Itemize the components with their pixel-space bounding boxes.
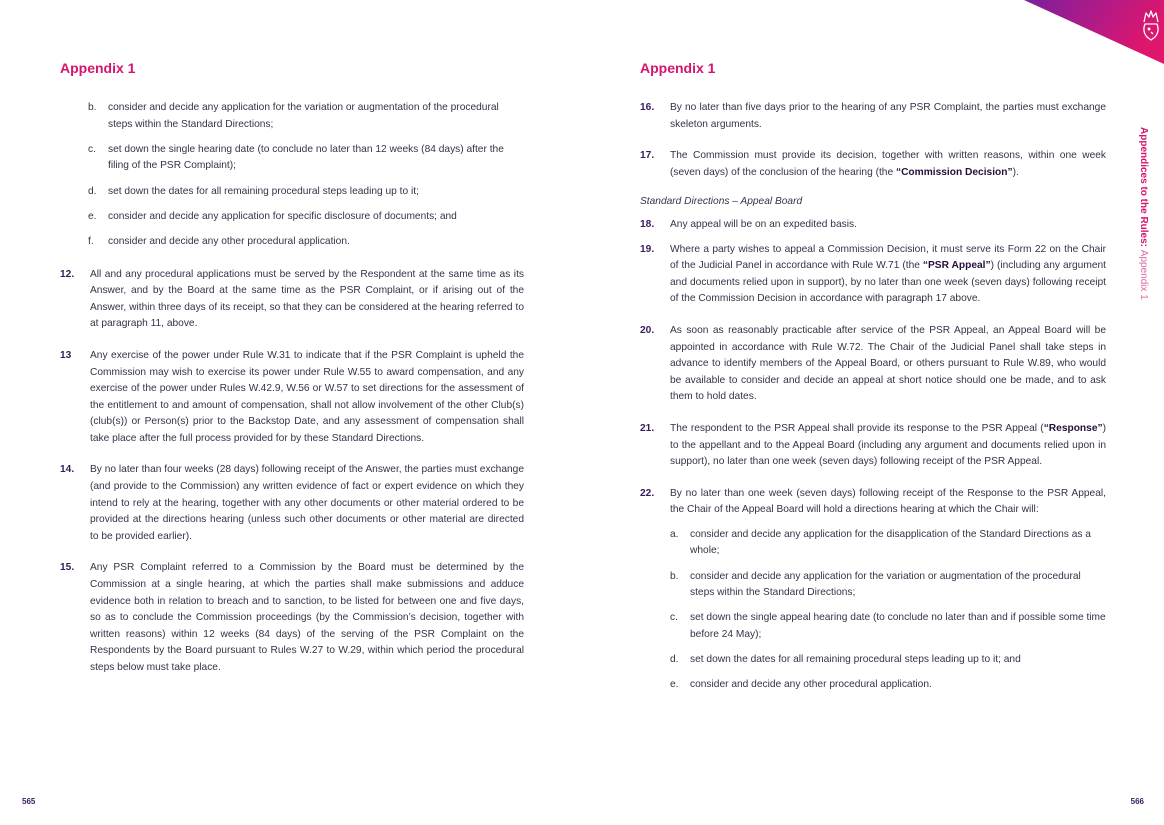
paragraph-text: By no later than four weeks (28 days) following receipt of the Answer, the parties must exchange (and provide to the Commission) any written evidence of fact or expert evidence on which they intend to rely at the hearing, together with any other documents or other material ordered to be provided at the directions hearing (unless such other documents or other material are directed to be provided earlier). (90, 464, 524, 542)
side-tab (1138, 127, 1149, 300)
defined-term: “PSR Appeal” (922, 260, 991, 272)
paragraph-text (670, 421, 1106, 471)
list-text: consider and decide any application for the variation or augmentation of the procedural steps within the Standard Directions; (690, 570, 1081, 599)
list-marker: e. (88, 210, 97, 222)
paragraph-number: 21. (640, 422, 655, 434)
side-tab-title: Appendices to the Rules: (1138, 127, 1149, 248)
side-tab-subtitle: Appendix 1 (1138, 249, 1149, 300)
paragraph-12 (60, 267, 524, 333)
list-text: consider and decide any application for the disapplication of the Standard Directions as a whole; (690, 528, 1091, 557)
list-text: set down the dates for all remaining procedural steps leading up to it; and (690, 654, 1021, 666)
list-text: consider and decide any other procedural application. (108, 235, 350, 247)
page-number: 565 (22, 797, 36, 806)
text-run: The Commission must provide its decision, together with written reasons, within one week (seven days) of the conclusion of the hearing (the (670, 150, 1106, 178)
list-text: set down the dates for all remaining procedural steps leading up to it; (108, 185, 419, 197)
list-item (640, 652, 1106, 669)
paragraph-text: Any appeal will be on an expedited basis. (670, 218, 857, 230)
paragraph-text: Any PSR Complaint referred to a Commission by the Board must be determined by the Commission at a single hearing, at which the parties shall make submissions and adduce evidence both in relation to breach and to sanction, to be listed for between one and five days, so as to conclude the Commission proceedings (by the Commission’s decision, together with written reasons) within 12 weeks (84 days) of the serving of the PSR Complaint on the Respondents by the Board pursuant to Rules W.27 to W.29, within which period the procedural steps below must take place. (90, 562, 524, 673)
list-marker: c. (88, 143, 96, 155)
defined-term: “Response” (1043, 422, 1103, 434)
paragraph-number: 19. (640, 243, 655, 255)
list-text: consider and decide any application for specific disclosure of documents; and (108, 210, 457, 222)
paragraph-number: 13 (60, 349, 72, 361)
paragraph-text: By no later than five days prior to the hearing of any PSR Complaint, the parties must exchange skeleton arguments. (670, 102, 1106, 130)
text-run: Where a party wishes to appeal a Commission Decision, it must serve its Form 22 on the Chair of the Judicial Panel in accordance with Rule W.71 (the (670, 243, 1106, 272)
paragraph-text: By no later than one week (seven days) following receipt of the Response to the PSR Appeal, the Chair of the Appeal Board will hold a directions hearing at which the Chair will: (670, 487, 1106, 516)
text-run: The respondent to the PSR Appeal shall provide its response to the PSR Appeal ( (670, 422, 1044, 434)
list-item (640, 527, 1106, 560)
defined-term: “Commission Decision” (895, 166, 1013, 178)
paragraph-number: 20. (640, 324, 655, 336)
list-marker: b. (670, 570, 679, 582)
paragraph-text: All and any procedural applications must be served by the Respondent at the same time as its Answer, and by the Board at the same time as the PSR Complaint, or if arising out of the Answer, within three days of its receipt, so that they can be considered at the hearing referred to at paragraph 11, above. (90, 268, 524, 330)
section-subheading: Standard Directions – Appeal Board (640, 196, 803, 208)
paragraph-20 (640, 323, 1106, 406)
paragraph-22 (640, 486, 1106, 519)
paragraph-text: As soon as reasonably practicable after service of the PSR Appeal, an Appeal Board will be appointed in accordance with Rule W.72. The Chair of the Judicial Panel shall take steps in advance to identify members of the Appeal Board, or others pursuant to Rule W.89, who would be available to consider and decide an appeal at short notice should one be made, and to ask them to hold dates. (670, 324, 1106, 403)
paragraph-number: 15. (60, 562, 75, 574)
paragraph-text (670, 148, 1106, 181)
list-marker: d. (670, 654, 679, 666)
list-item (640, 569, 1106, 602)
text-run: ) (including any argument and documents relied upon in support), by no later than one week (seven days) following receipt of the Commission Decision in accordance with paragraph 17 above. (670, 260, 1106, 305)
paragraph-text: Any exercise of the power under Rule W.31 to indicate that if the PSR Complaint is upheld the Commission may wish to exercise its power under Rule W.55 to award compensation, and any exercise of the power under Rules W.42.9, W.56 or W.57 to set directions for the assessment of the entitlement to and amount of compensation, shall not allow involvement of the other Club(s) (club(s)) or Person(s) prior to the Backstop Date, and any assessment of compensation shall take place after the full process provided for by these Standard Directions. (90, 349, 524, 444)
list-item (640, 677, 1106, 694)
list-marker: d. (88, 185, 97, 197)
list-marker: a. (670, 528, 679, 540)
list-item (60, 184, 524, 201)
paragraph-text (670, 242, 1106, 308)
right-page-content (640, 100, 1106, 703)
right-page (582, 0, 1164, 825)
paragraph-number: 12. (60, 268, 75, 280)
paragraph-15 (60, 560, 524, 676)
paragraph-19 (640, 242, 1106, 308)
text-run: ) to the appellant and to the Appeal Board (including any argument and documents relied upon in support), no later than one week (seven days) following receipt of the PSR Appeal. (670, 422, 1106, 468)
list-text: consider and decide any other procedural application. (690, 679, 932, 691)
list-item (60, 142, 524, 175)
paragraph-number: 16. (640, 102, 655, 113)
list-item (60, 209, 524, 226)
paragraph-13 (60, 348, 524, 448)
list-text: set down the single appeal hearing date (to conclude no later than and if possible some time before 24 May); (690, 612, 1106, 641)
page-number: 566 (1130, 797, 1144, 806)
paragraph-21 (640, 421, 1106, 471)
left-page-content (60, 100, 524, 692)
list-marker: f. (88, 235, 94, 247)
list-marker: e. (670, 679, 679, 691)
paragraph-number: 14. (60, 464, 75, 476)
list-text: consider and decide any application for the variation or augmentation of the procedural steps within the Standard Directions; (108, 102, 499, 130)
paragraph-18 (640, 217, 1106, 234)
list-item (60, 100, 524, 133)
paragraph-number: 18. (640, 218, 655, 230)
list-item (640, 610, 1106, 643)
paragraph-16 (640, 100, 1106, 133)
left-page-heading: Appendix 1 (60, 60, 136, 76)
paragraph-number: 17. (640, 150, 655, 162)
text-run: ). (1012, 166, 1019, 178)
list-item (60, 234, 524, 251)
paragraph-14 (60, 462, 524, 545)
list-marker: c. (670, 612, 678, 624)
list-text: set down the single hearing date (to conclude no later than 12 weeks (84 days) after the filing of the PSR Complaint); (108, 143, 504, 172)
paragraph-17 (640, 148, 1106, 181)
right-page-heading: Appendix 1 (640, 60, 716, 76)
paragraph-number: 22. (640, 487, 655, 499)
corner-ribbon (1014, 0, 1164, 70)
list-marker: b. (88, 102, 97, 113)
